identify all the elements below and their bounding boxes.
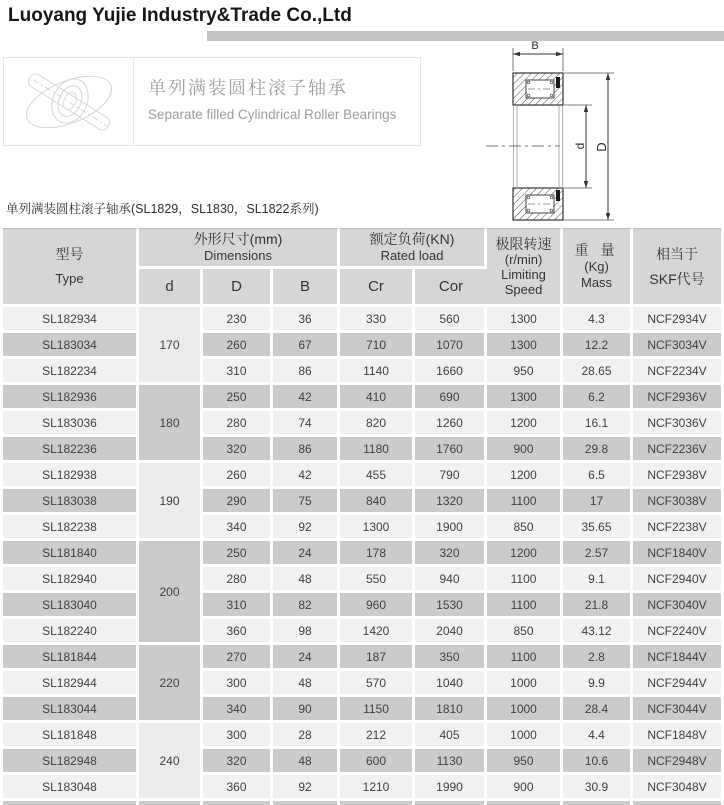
cell-mass: 30.9 <box>563 775 633 801</box>
cell-bore-d-merged: 190 <box>139 463 203 541</box>
cell-width-B: 24 <box>273 541 340 567</box>
cell-mass: 6.5 <box>563 463 633 489</box>
cell-empty <box>273 801 340 805</box>
cell-width-B: 28 <box>273 723 340 749</box>
cell-cr: 455 <box>340 463 415 489</box>
cell-type: SL182934 <box>3 307 139 333</box>
cell-type: SL182948 <box>3 749 139 775</box>
product-titles <box>134 58 396 145</box>
cell-type: SL182940 <box>3 567 139 593</box>
table-row <box>3 307 721 333</box>
cell-limiting-speed: 1200 <box>487 463 563 489</box>
table-row <box>3 671 721 697</box>
cell-empty <box>3 801 139 805</box>
cell-width-B: 48 <box>273 567 340 593</box>
cell-cor: 1530 <box>415 593 487 619</box>
cell-empty <box>415 801 487 805</box>
cell-outer-D: 280 <box>203 567 273 593</box>
col-header-type: 型号 Type <box>3 228 139 307</box>
cell-mass: 21.8 <box>563 593 633 619</box>
cell-mass: 9.9 <box>563 671 633 697</box>
cell-cr: 600 <box>340 749 415 775</box>
cell-type: SL182240 <box>3 619 139 645</box>
cell-type: SL182936 <box>3 385 139 411</box>
cell-outer-D: 360 <box>203 619 273 645</box>
product-title-cn: 单列满装圆柱滚子轴承 <box>148 78 348 98</box>
cell-empty <box>139 801 203 805</box>
cell-skf-code: NCF3044V <box>633 697 721 723</box>
cell-cr: 1300 <box>340 515 415 541</box>
cell-bore-d-merged: 170 <box>139 307 203 385</box>
cell-mass: 6.2 <box>563 385 633 411</box>
col-header-D: D <box>203 269 273 307</box>
cell-skf-code: NCF2948V <box>633 749 721 775</box>
cell-limiting-speed: 850 <box>487 619 563 645</box>
cell-cor: 2040 <box>415 619 487 645</box>
cell-mass: 17 <box>563 489 633 515</box>
cell-empty <box>563 801 633 805</box>
cell-bore-d-merged: 220 <box>139 645 203 723</box>
col-header-dimensions: 外形尺寸(mm) Dimensions <box>139 228 340 269</box>
cell-mass: 2.8 <box>563 645 633 671</box>
cell-cor: 1990 <box>415 775 487 801</box>
bearing-cross-section-drawing <box>440 30 724 222</box>
cell-outer-D: 280 <box>203 411 273 437</box>
table-caption: 单列满装圆柱滚子轴承(SL1829，SL1830，SL1822系列) <box>6 202 319 216</box>
bearing-spec-table <box>3 228 721 805</box>
cell-mass: 43.12 <box>563 619 633 645</box>
table-row-partial <box>3 801 721 805</box>
cell-skf-code: NCF2940V <box>633 567 721 593</box>
cell-cor: 1130 <box>415 749 487 775</box>
cell-empty <box>487 801 563 805</box>
col-header-d: d <box>139 269 203 307</box>
cell-limiting-speed: 1000 <box>487 723 563 749</box>
cell-mass: 2.57 <box>563 541 633 567</box>
cell-cor: 1900 <box>415 515 487 541</box>
col-header-mass: 重 量 (Kg) Mass <box>563 228 633 307</box>
cell-cor: 940 <box>415 567 487 593</box>
cell-empty <box>340 801 415 805</box>
cell-outer-D: 260 <box>203 333 273 359</box>
table-row <box>3 619 721 645</box>
cell-limiting-speed: 1100 <box>487 645 563 671</box>
table-row <box>3 697 721 723</box>
cell-cr: 840 <box>340 489 415 515</box>
cell-outer-D: 340 <box>203 697 273 723</box>
cell-skf-code: NCF1848V <box>633 723 721 749</box>
table-row <box>3 463 721 489</box>
cell-cr: 1420 <box>340 619 415 645</box>
cell-cor: 1260 <box>415 411 487 437</box>
cell-limiting-speed: 950 <box>487 359 563 385</box>
cell-outer-D: 310 <box>203 359 273 385</box>
cell-type: SL183034 <box>3 333 139 359</box>
cell-limiting-speed: 1000 <box>487 671 563 697</box>
col-header-cor: Cor <box>415 269 487 307</box>
table-row <box>3 359 721 385</box>
cell-cr: 550 <box>340 567 415 593</box>
cell-cor: 1070 <box>415 333 487 359</box>
cell-cr: 570 <box>340 671 415 697</box>
cell-width-B: 92 <box>273 515 340 541</box>
col-header-B: B <box>273 269 340 307</box>
cell-skf-code: NCF2934V <box>633 307 721 333</box>
cell-type: SL183040 <box>3 593 139 619</box>
cell-bore-d-merged: 240 <box>139 723 203 801</box>
table-row <box>3 749 721 775</box>
bearing-sketch-icon <box>10 62 128 142</box>
cell-limiting-speed: 1100 <box>487 567 563 593</box>
dim-label-d: d <box>573 142 587 150</box>
table-row <box>3 775 721 801</box>
col-header-cr: Cr <box>340 269 415 307</box>
cell-type: SL182944 <box>3 671 139 697</box>
cell-skf-code: NCF3034V <box>633 333 721 359</box>
cell-outer-D: 270 <box>203 645 273 671</box>
cell-skf-code: NCF3048V <box>633 775 721 801</box>
cell-cor: 350 <box>415 645 487 671</box>
cell-outer-D: 340 <box>203 515 273 541</box>
cell-mass: 29.8 <box>563 437 633 463</box>
bearing-photo-cell <box>4 58 134 145</box>
table-row <box>3 515 721 541</box>
cell-empty <box>633 801 721 805</box>
table-row <box>3 567 721 593</box>
cell-width-B: 42 <box>273 463 340 489</box>
cell-cor: 1810 <box>415 697 487 723</box>
cell-limiting-speed: 900 <box>487 437 563 463</box>
cell-skf-code: NCF1844V <box>633 645 721 671</box>
cell-empty <box>203 801 273 805</box>
cell-skf-code: NCF3038V <box>633 489 721 515</box>
cell-bore-d-merged: 200 <box>139 541 203 645</box>
table-row <box>3 723 721 749</box>
company-title: Luoyang Yujie Industry&Trade Co.,Ltd <box>8 5 352 26</box>
cell-cr: 960 <box>340 593 415 619</box>
cell-limiting-speed: 1200 <box>487 541 563 567</box>
cell-cor: 1040 <box>415 671 487 697</box>
cell-skf-code: NCF2238V <box>633 515 721 541</box>
cell-width-B: 48 <box>273 749 340 775</box>
cell-skf-code: NCF2944V <box>633 671 721 697</box>
cell-type: SL183038 <box>3 489 139 515</box>
cell-width-B: 74 <box>273 411 340 437</box>
cell-width-B: 82 <box>273 593 340 619</box>
cell-skf-code: NCF2236V <box>633 437 721 463</box>
cell-outer-D: 310 <box>203 593 273 619</box>
cell-type: SL182234 <box>3 359 139 385</box>
cell-mass: 35.65 <box>563 515 633 541</box>
cell-width-B: 48 <box>273 671 340 697</box>
col-header-limiting-speed: 极限转速 (r/min) Limiting Speed <box>487 228 563 307</box>
cell-limiting-speed: 1300 <box>487 333 563 359</box>
cell-skf-code: NCF2234V <box>633 359 721 385</box>
cell-cr: 820 <box>340 411 415 437</box>
cell-mass: 4.3 <box>563 307 633 333</box>
cell-cr: 710 <box>340 333 415 359</box>
cell-width-B: 86 <box>273 359 340 385</box>
cell-cr: 187 <box>340 645 415 671</box>
cell-type: SL182238 <box>3 515 139 541</box>
cell-outer-D: 360 <box>203 775 273 801</box>
cell-type: SL181840 <box>3 541 139 567</box>
cell-cor: 560 <box>415 307 487 333</box>
cell-skf-code: NCF2240V <box>633 619 721 645</box>
product-title-en: Separate filled Cylindrical Roller Bearings <box>148 107 397 122</box>
cell-type: SL183036 <box>3 411 139 437</box>
cell-cr: 1210 <box>340 775 415 801</box>
cell-limiting-speed: 1300 <box>487 385 563 411</box>
cell-width-B: 90 <box>273 697 340 723</box>
cell-cor: 320 <box>415 541 487 567</box>
cell-skf-code: NCF3040V <box>633 593 721 619</box>
cell-limiting-speed: 1200 <box>487 411 563 437</box>
cell-outer-D: 260 <box>203 463 273 489</box>
cell-width-B: 75 <box>273 489 340 515</box>
cell-width-B: 42 <box>273 385 340 411</box>
cell-cr: 212 <box>340 723 415 749</box>
cell-width-B: 67 <box>273 333 340 359</box>
cell-mass: 9.1 <box>563 567 633 593</box>
cell-limiting-speed: 1300 <box>487 307 563 333</box>
cell-cor: 690 <box>415 385 487 411</box>
cell-cr: 1150 <box>340 697 415 723</box>
cell-skf-code: NCF3036V <box>633 411 721 437</box>
cell-skf-code: NCF1840V <box>633 541 721 567</box>
cell-type: SL181844 <box>3 645 139 671</box>
cell-type: SL183048 <box>3 775 139 801</box>
cell-width-B: 86 <box>273 437 340 463</box>
cell-mass: 28.4 <box>563 697 633 723</box>
cell-mass: 4.4 <box>563 723 633 749</box>
cell-mass: 12.2 <box>563 333 633 359</box>
cell-outer-D: 290 <box>203 489 273 515</box>
cell-mass: 10.6 <box>563 749 633 775</box>
cell-type: SL181848 <box>3 723 139 749</box>
cell-limiting-speed: 1000 <box>487 697 563 723</box>
cell-outer-D: 320 <box>203 437 273 463</box>
cell-bore-d-merged: 180 <box>139 385 203 463</box>
cell-limiting-speed: 1100 <box>487 489 563 515</box>
cell-limiting-speed: 900 <box>487 775 563 801</box>
table-row <box>3 385 721 411</box>
cell-limiting-speed: 950 <box>487 749 563 775</box>
product-header-box <box>3 57 421 146</box>
cell-outer-D: 250 <box>203 385 273 411</box>
cell-outer-D: 300 <box>203 723 273 749</box>
cell-outer-D: 320 <box>203 749 273 775</box>
table-row <box>3 437 721 463</box>
cell-cor: 405 <box>415 723 487 749</box>
cell-limiting-speed: 850 <box>487 515 563 541</box>
cell-cr: 410 <box>340 385 415 411</box>
cell-type: SL183044 <box>3 697 139 723</box>
cell-skf-code: NCF2936V <box>633 385 721 411</box>
cell-mass: 28.65 <box>563 359 633 385</box>
cell-outer-D: 300 <box>203 671 273 697</box>
cell-cr: 1140 <box>340 359 415 385</box>
cell-skf-code: NCF2938V <box>633 463 721 489</box>
cell-outer-D: 250 <box>203 541 273 567</box>
cell-width-B: 98 <box>273 619 340 645</box>
cell-cr: 1180 <box>340 437 415 463</box>
table-row <box>3 593 721 619</box>
table-row <box>3 645 721 671</box>
table-row <box>3 489 721 515</box>
cell-width-B: 24 <box>273 645 340 671</box>
cell-width-B: 92 <box>273 775 340 801</box>
cell-width-B: 36 <box>273 307 340 333</box>
cell-cr: 178 <box>340 541 415 567</box>
cell-mass: 16.1 <box>563 411 633 437</box>
cell-cor: 790 <box>415 463 487 489</box>
table-row <box>3 411 721 437</box>
cell-limiting-speed: 1100 <box>487 593 563 619</box>
cell-outer-D: 230 <box>203 307 273 333</box>
table-row <box>3 541 721 567</box>
dim-label-b: B <box>531 40 539 52</box>
cell-cr: 330 <box>340 307 415 333</box>
dim-label-D: D <box>594 142 609 152</box>
cell-cor: 1320 <box>415 489 487 515</box>
table-row <box>3 333 721 359</box>
cell-cor: 1660 <box>415 359 487 385</box>
cell-type: SL182236 <box>3 437 139 463</box>
cell-type: SL182938 <box>3 463 139 489</box>
col-header-skf: 相当于 SKF代号 <box>633 228 721 307</box>
col-header-rated-load: 额定负荷(KN) Rated load <box>340 228 487 269</box>
cell-cor: 1760 <box>415 437 487 463</box>
